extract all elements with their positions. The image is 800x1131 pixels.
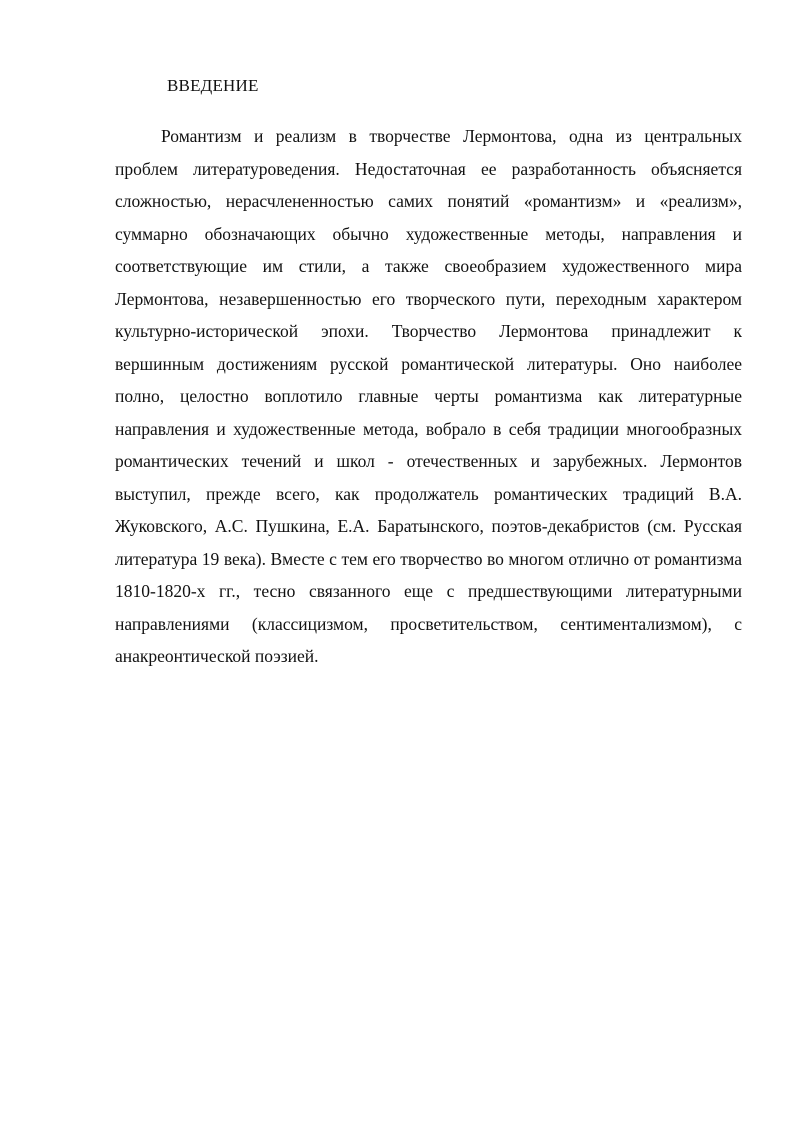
- section-heading: ВВЕДЕНИЕ: [167, 76, 259, 95]
- body-paragraph: Романтизм и реализм в творчестве Лермонтова, одна из центральных проблем литературоведения. Недостаточная ее разработанность объясняется сложностью, нерасчлененностью самих понятий «романтизм» и «реализм», суммарно обозначающих обычно художественные методы, направления и соответствующие им стили, а также своеобразием художественного мира Лермонтова, незавершенностью его творческого пути, переходным характером культурно-исторической эпохи. Творчество Лермонтова принадлежит к вершинным достижениям русской романтической литературы. Оно наиболее полно, целостно воплотило главные черты романтизма как литературные направления и художественные метода, вобрало в себя традиции многообразных романтических течений и школ - отечественных и зарубежных. Лермонтов выступил, прежде всего, как продолжатель романтических традиций В.А. Жуковского, А.С. Пушкина, Е.А. Баратынского, поэтов-декабристов (см. Русская литература 19 века). Вместе с тем его творчество во многом отлично от романтизма 1810-1820-х гг., тесно связанного еще с предшествующими литературными направлениями (классицизмом, просветительством, сентиментализмом), с анакреонтической поэзией.: [115, 126, 742, 666]
